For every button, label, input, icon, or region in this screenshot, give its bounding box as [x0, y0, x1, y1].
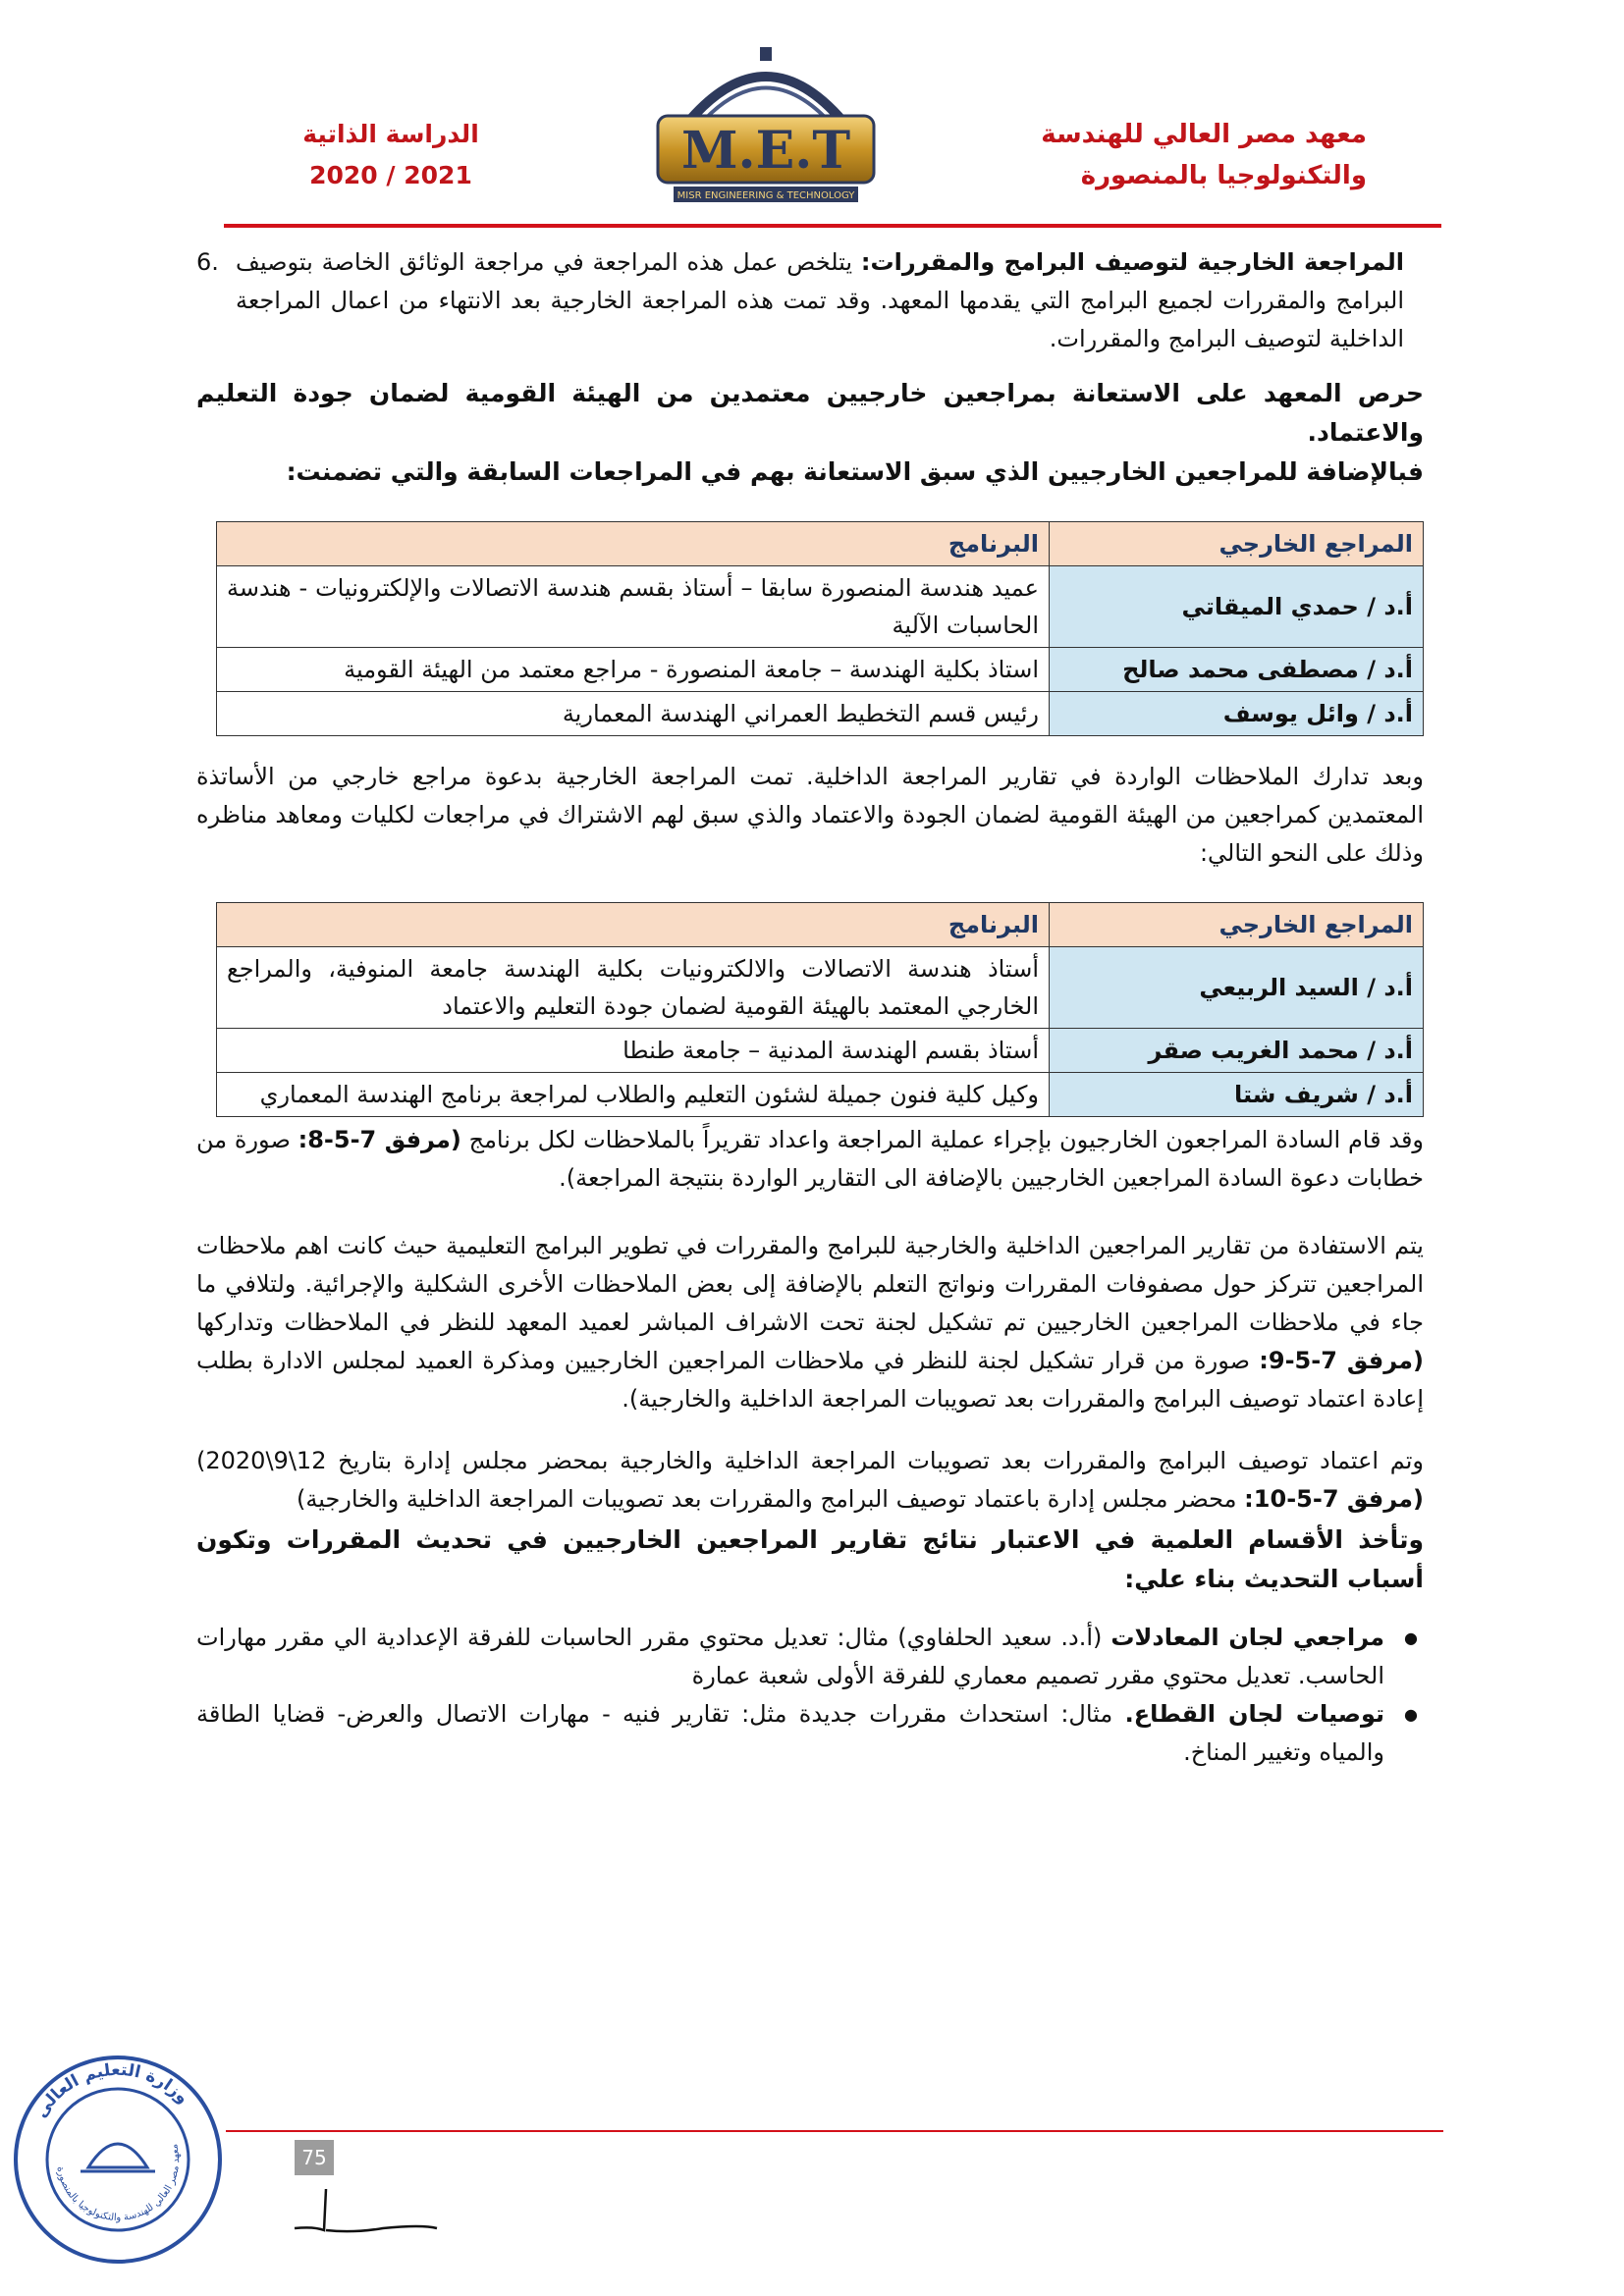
- footer-divider: [226, 2130, 1443, 2132]
- departments-paragraph: وتأخذ الأقسام العلمية في الاعتبار نتائج تقارير المراجعين الخارجيين في تحديث المقررات وتكون أسباب التحديث بناء علي:: [196, 1525, 1424, 1593]
- list-item-text: (أ.د. سعيد الحلفاوي) مثال: تعديل محتوي مقرر الحاسبات للفرقة الإعدادية الي مقرر مهارات الحاسب. تعديل محتوي مقرر تصميم معماري للفرقة الأولى شعبة عمارة: [196, 1624, 1384, 1689]
- svg-text:M.E.T: M.E.T: [680, 121, 851, 181]
- reviewer-name: أ.د / شريف شتا: [1050, 1073, 1424, 1117]
- svg-text:معهد مصر العالي للهندسة والتكن: معهد مصر العالي للهندسة والتكنولوجيا بالمنصورة: [54, 2143, 183, 2224]
- table-row: [217, 1073, 1424, 1117]
- institute-name: [1013, 114, 1367, 196]
- list-item-label: توصيات لجان القطاع.: [1124, 1700, 1385, 1728]
- reviewers-table-previous: [216, 521, 1424, 736]
- svg-text:وزارة التعليم العالى: وزارة التعليم العالى: [30, 2059, 193, 2122]
- attachment-ref: (مرفق 7-5-10:: [1244, 1485, 1424, 1513]
- table-row: [217, 648, 1424, 692]
- reviewer-program: عميد هندسة المنصورة سابقا – أستاذ بقسم هندسة الاتصالات والإلكترونيات - هندسة الحاسبات الآلية: [217, 566, 1050, 648]
- reviewer-program: رئيس قسم التخطيط العمراني الهندسة المعمارية: [217, 692, 1050, 736]
- section-6: [196, 243, 1424, 358]
- reviewer-column-header: المراجع الخارجي: [1050, 903, 1424, 947]
- reviewer-name: أ.د / حمدي الميقاتي: [1050, 566, 1424, 648]
- section-6-heading: المراجعة الخارجية لتوصيف البرامج والمقررات:: [860, 248, 1405, 276]
- reviewer-name: أ.د / مصطفى محمد صالح: [1050, 648, 1424, 692]
- section-6-number: .6: [196, 248, 219, 276]
- page-content: [196, 236, 1424, 1772]
- met-logo: [638, 27, 893, 214]
- academic-year: 2021 / 2020: [309, 161, 472, 189]
- self-study-label: [244, 114, 538, 196]
- intro-bold-paragraph: [196, 374, 1424, 492]
- attachment-ref: (مرفق 7-5-9:: [1259, 1347, 1424, 1374]
- reviewer-program: أستاذ بقسم الهندسة المدنية – جامعة طنطا: [217, 1029, 1050, 1073]
- reviewer-program: وكيل كلية فنون جميلة لشئون التعليم والطلاب لمراجعة برنامج الهندسة المعماري: [217, 1073, 1050, 1117]
- reviewer-name: أ.د / محمد الغريب صقر: [1050, 1029, 1424, 1073]
- reviewer-name: أ.د / وائل يوسف: [1050, 692, 1424, 736]
- reviewers-table-current: [216, 902, 1424, 1117]
- intro-line-1: حرص المعهد على الاستعانة بمراجعين خارجيين معتمدين من الهيئة القومية لضمان جودة التعليم والاعتماد.: [196, 379, 1424, 447]
- benefit-paragraph: يتم الاستفادة من تقارير المراجعين الداخلية والخارجية للبرامج والمقررات في تطوير البرامج التعليمية حيث كانت اهم ملاحظات المراجعين تتركز حول مصفوفات المقررات ونواتج التعلم بالإضافة إلى بعض الملاحظات الأخرى الشكلية والإجرائية. ولتلافي ما جاء في ملاحظات المراجعين الخارجيين تم تشكيل لجنة تحت الاشراف المباشر لعميد المعهد للنظر في الملاحظات وتداركها (مرفق 7-5-9: صورة من قرار تشكيل لجنة للنظر في ملاحظات المراجعين الخارجيين ومذكرة العميد لمجلس الادارة بطلب إعادة اعتماد توصيف البرامج والمقررات بعد تصويبات المراجعة الداخلية والخارجية).: [196, 1232, 1424, 1413]
- section-6-body: يتلخص عمل هذه المراجعة في مراجعة الوثائق الخاصة بتوصيف البرامج والمقررات لجميع البرامج التي يقدمها المعهد. وقد تمت هذه المراجعة الخارجية بعد الانتهاء من اعمال المراجعة الداخلية لتوصيف البرامج والمقررات.: [236, 248, 1404, 352]
- list-item: [196, 1695, 1424, 1772]
- header-divider: [224, 224, 1441, 228]
- list-item: [196, 1619, 1424, 1695]
- reviewer-program: استاذ بكلية الهندسة – جامعة المنصورة - مراجع معتمد من الهيئة القومية: [217, 648, 1050, 692]
- page-number: 75: [295, 2140, 334, 2175]
- table-header-row: [217, 903, 1424, 947]
- intro-line-2: فبالإضافة للمراجعين الخارجيين الذي سبق الاستعانة بهم في المراجعات السابقة والتي تضمنت:: [286, 457, 1424, 486]
- table-row: [217, 566, 1424, 648]
- program-column-header: البرنامج: [217, 903, 1050, 947]
- program-column-header: البرنامج: [217, 522, 1050, 566]
- reviewer-name: أ.د / السيد الربيعي: [1050, 947, 1424, 1029]
- reviewer-program: أستاذ هندسة الاتصالات والالكترونيات بكلية الهندسة جامعة المنوفية، والمراجع الخارجي المعتمد بالهيئة القومية لضمان جودة التعليم والاعتماد: [217, 947, 1050, 1029]
- table-row: [217, 947, 1424, 1029]
- attachment-ref: (مرفق 7-5-8:: [298, 1126, 461, 1153]
- table-row: [217, 1029, 1424, 1073]
- list-item-text: مثال: استحداث مقررات جديدة مثل: تقارير فنيه - مهارات الاتصال والعرض- قضايا الطاقة والمياه وتغيير المناخ.: [196, 1700, 1384, 1766]
- table-header-row: [217, 522, 1424, 566]
- list-item-label: مراجعي لجان المعادلات: [1110, 1624, 1384, 1651]
- reports-paragraph: وقد قام السادة المراجعون الخارجيون بإجراء عملية المراجعة واعداد تقريراً بالملاحظات لكل برنامج (مرفق 7-5-8: صورة من خطابات دعوة السادة المراجعين الخارجيين بالإضافة الى التقارير الواردة بنتيجة المراجعة).: [196, 1126, 1425, 1192]
- institute-line-1: معهد مصر العالي للهندسة: [1041, 120, 1367, 149]
- section-6-paragraph: [236, 243, 1404, 358]
- self-study-title: الدراسة الذاتية: [302, 120, 479, 148]
- svg-text:MISR ENGINEERING & TECHNOLOGY: MISR ENGINEERING & TECHNOLOGY: [677, 190, 855, 201]
- official-stamp: [10, 2052, 226, 2268]
- signature: [285, 2150, 442, 2248]
- institute-line-2: والتكنولوجيا بالمنصورة: [1080, 161, 1367, 190]
- table-row: [217, 692, 1424, 736]
- approval-paragraph: وتم اعتماد توصيف البرامج والمقررات بعد تصويبات المراجعة الداخلية والخارجية بمحضر مجلس إدارة بتاريخ 12\9\2020) (مرفق 7-5-10: محضر مجلس إدارة باعتماد توصيف البرامج والمقررات بعد تصويبات المراجعة الداخلية والخارجية): [196, 1447, 1424, 1513]
- update-reasons-list: [196, 1619, 1424, 1772]
- paragraph-after-table-1: وبعد تدارك الملاحظات الواردة في تقارير المراجعة الداخلية. تمت المراجعة الخارجية بدعوة مراجع خارجي من الأساتذة المعتمدين كمراجعين من الهيئة القومية لضمان الجودة والاعتماد والذي سبق لهم الاشتراك في مراجعات لكليات ومعاهد مناظره وذلك على النحو التالي:: [196, 763, 1424, 867]
- reviewer-column-header: المراجع الخارجي: [1050, 522, 1424, 566]
